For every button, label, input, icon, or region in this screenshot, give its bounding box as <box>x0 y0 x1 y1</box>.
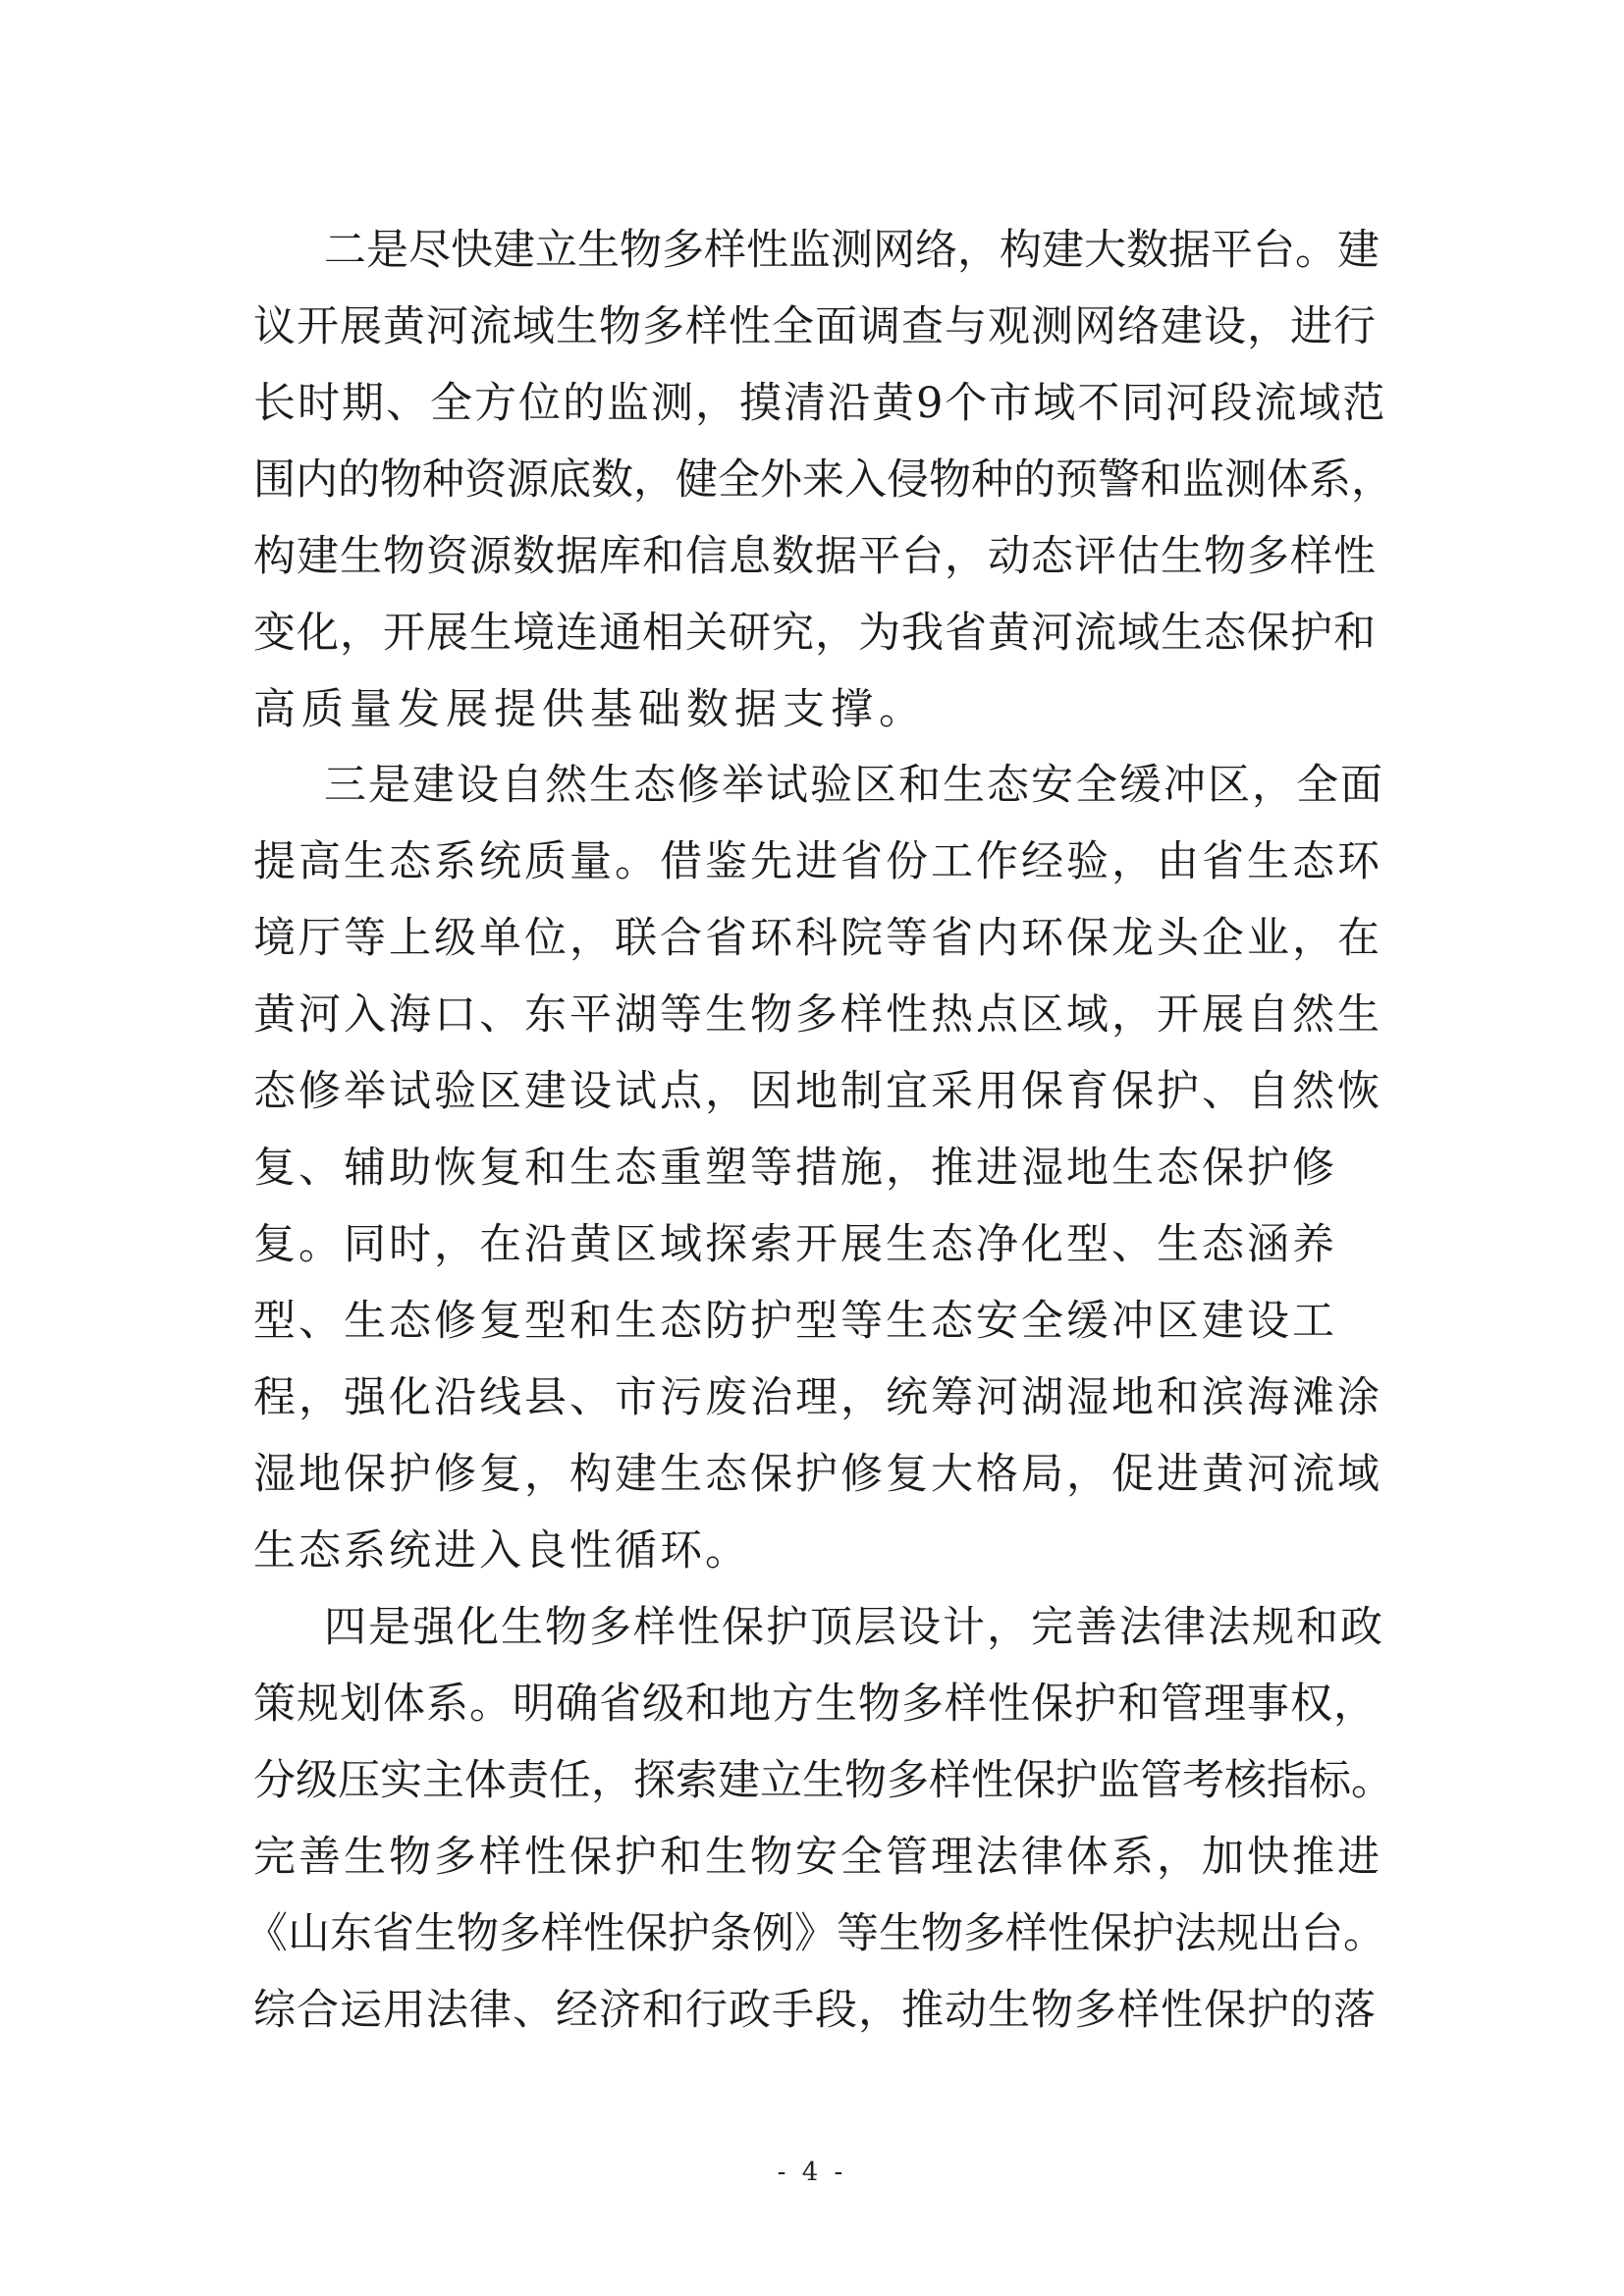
text-line: 《山东省生物多样性保护条例》等生物多样性保护法规出台。 <box>245 1909 1385 1958</box>
text-line: 复、辅助恢复和生态重塑等措施，推进湿地生态保护修 <box>253 1144 1337 1193</box>
text-line: 分级压实主体责任，探索建立生物多样性保护监管考核指标。 <box>253 1756 1393 1805</box>
text-line: 四是强化生物多样性保护顶层设计，完善法律法规和政 <box>324 1603 1384 1652</box>
text-line: 综合运用法律、经济和行政手段，推动生物多样性保护的落 <box>253 1986 1377 2035</box>
text-line: 生态系统进入良性循环。 <box>253 1526 750 1575</box>
text-line: 三是建设自然生态修举试验区和生态安全缓冲区，全面 <box>324 761 1384 810</box>
text-line: 型、生态修复型和生态防护型等生态安全缓冲区建设工 <box>253 1297 1337 1346</box>
text-line: 湿地保护修复，构建生态保护修复大格局，促进黄河流域 <box>253 1450 1382 1499</box>
text-line: 长时期、全方位的监测，摸清沿黄9个市域不同河段流域范 <box>253 379 1387 428</box>
text-line: 程，强化沿线县、市污废治理，统筹河湖湿地和滨海滩涂 <box>253 1373 1382 1422</box>
text-line: 完善生物多样性保护和生物安全管理法律体系，加快推进 <box>253 1833 1382 1882</box>
text-line: 境厅等上级单位，联合省环科院等省内环保龙头企业，在 <box>253 914 1382 963</box>
text-line: 态修举试验区建设试点，因地制宜采用保育保护、自然恢 <box>253 1067 1382 1116</box>
text-line: 议开展黄河流域生物多样性全面调查与观测网络建设，进行 <box>253 302 1377 351</box>
text-line: 策规划体系。明确省级和地方生物多样性保护和管理事权， <box>253 1680 1377 1729</box>
text-line: 高质量发展提供基础数据支撑。 <box>253 685 927 734</box>
page-number: - 4 - <box>777 2158 847 2187</box>
text-line: 提高生态系统质量。借鉴先进省份工作经验，由省生态环 <box>253 837 1382 886</box>
text-line: 二是尽快建立生物多样性监测网络，构建大数据平台。建 <box>324 226 1380 275</box>
text-line: 构建生物资源数据库和信息数据平台，动态评估生物多样性 <box>253 532 1377 581</box>
text-line: 黄河入海口、东平湖等生物多样性热点区域，开展自然生 <box>253 990 1382 1040</box>
text-line: 复。同时，在沿黄区域探索开展生态净化型、生态涵养 <box>253 1220 1337 1269</box>
text-line: 围内的物种资源底数，健全外来入侵物种的预警和监测体系， <box>253 455 1393 505</box>
text-line: 变化，开展生境连通相关研究，为我省黄河流域生态保护和 <box>253 609 1377 658</box>
